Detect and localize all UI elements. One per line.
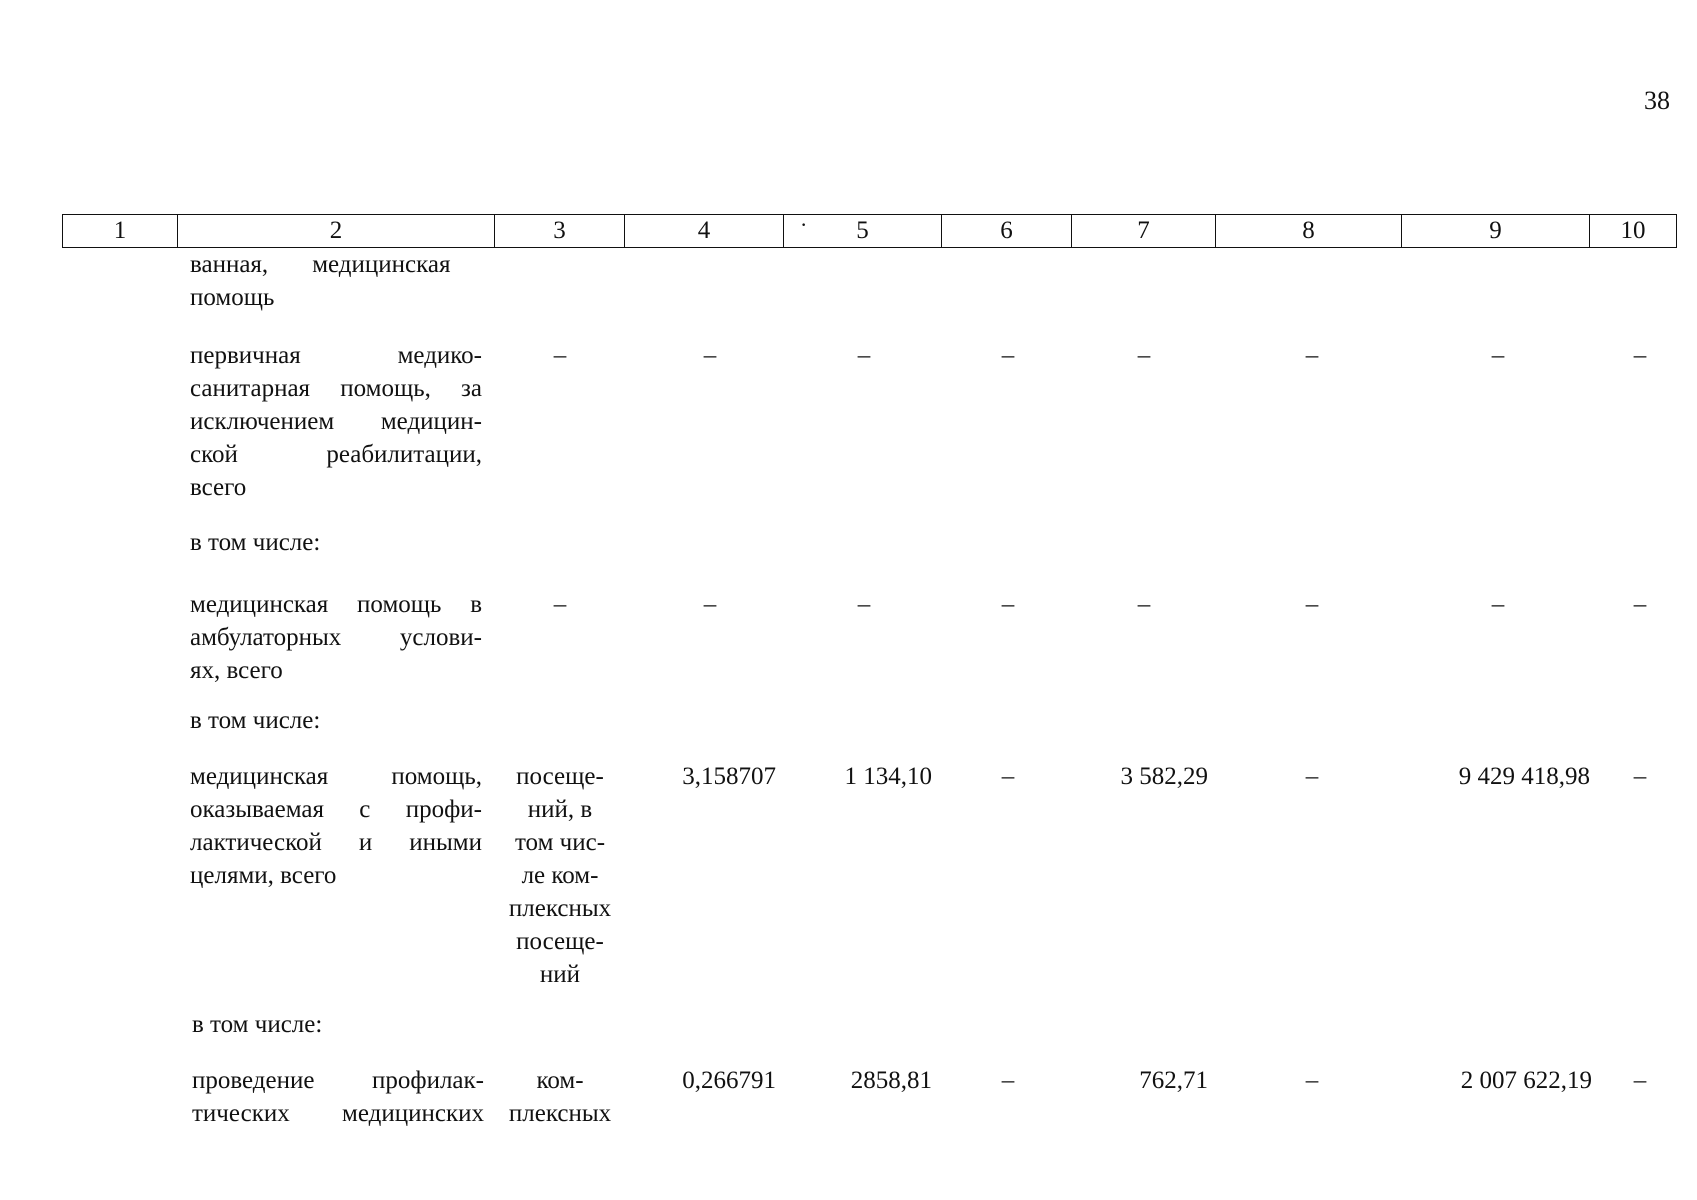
description-line: ях, всего bbox=[190, 657, 283, 684]
row-preventive-col10: – bbox=[1633, 763, 1647, 790]
description-line: лактической и иными bbox=[190, 829, 482, 856]
unit-line: ний bbox=[539, 961, 581, 988]
row-ambulatory-col7: – bbox=[1137, 591, 1151, 618]
row-ambulatory-description bbox=[190, 588, 482, 687]
row-primary-col4: – bbox=[703, 342, 717, 369]
header-stray-mark: · bbox=[800, 212, 808, 237]
row-including-label: в том числе: bbox=[190, 707, 321, 734]
column-number-2: 2 bbox=[178, 215, 495, 248]
description-line: тических медицинских bbox=[192, 1100, 484, 1127]
unit-line: посеще- bbox=[516, 763, 604, 790]
row-checkups-col4: 0,266791 bbox=[682, 1067, 776, 1094]
row-ambulatory-col6: – bbox=[1001, 591, 1015, 618]
row-ambulatory-col10: – bbox=[1633, 591, 1647, 618]
row-primary-col7: – bbox=[1137, 342, 1151, 369]
column-number-3: 3 bbox=[495, 215, 625, 248]
unit-line: ком- bbox=[536, 1067, 584, 1094]
row-ambulatory-col8: – bbox=[1305, 591, 1319, 618]
unit-line: ний, в bbox=[527, 796, 593, 823]
row-including-label: в том числе: bbox=[192, 1011, 323, 1038]
row-primary-col10: – bbox=[1633, 342, 1647, 369]
row-checkups-col9: 2 007 622,19 bbox=[1460, 1067, 1592, 1094]
description-line: проведение профилак- bbox=[192, 1067, 484, 1094]
unit-line: том чис- bbox=[514, 829, 606, 856]
description-line: медицинская помощь, bbox=[190, 763, 482, 790]
row-preventive-col8: – bbox=[1305, 763, 1319, 790]
description-word: медицинская bbox=[312, 251, 451, 278]
description-word: ванная, bbox=[190, 251, 269, 278]
row-ambulatory-col4: – bbox=[703, 591, 717, 618]
column-number-4: 4 bbox=[625, 215, 784, 248]
unit-line: плексных bbox=[508, 1100, 612, 1127]
row-ambulatory-col9: – bbox=[1491, 591, 1505, 618]
description-line: целями, всего bbox=[190, 862, 337, 889]
description-line: всего bbox=[190, 474, 247, 501]
row-primary-description bbox=[190, 339, 482, 504]
column-number-7: 7 bbox=[1072, 215, 1216, 248]
description-line: первичная медико- bbox=[190, 342, 482, 369]
row-preventive-description bbox=[190, 760, 482, 892]
description-line: помощь bbox=[190, 284, 275, 311]
column-number-6: 6 bbox=[942, 215, 1072, 248]
description-line: исключением медицин- bbox=[190, 408, 482, 435]
row-primary-col8: – bbox=[1305, 342, 1319, 369]
page-number: 38 bbox=[1644, 86, 1670, 115]
column-number-5-label: 5 bbox=[856, 217, 869, 244]
row-preventive-col9: 9 429 418,98 bbox=[1458, 763, 1590, 790]
row-checkups-col8: – bbox=[1305, 1067, 1319, 1094]
row-preventive-col4: 3,158707 bbox=[682, 763, 776, 790]
row-checkups-col6: – bbox=[1001, 1067, 1015, 1094]
row-continuation-description bbox=[190, 248, 482, 314]
unit-line: плексных bbox=[508, 895, 612, 922]
description-line: ской реабилитации, bbox=[190, 441, 482, 468]
row-preventive-col5: 1 134,10 bbox=[844, 763, 932, 790]
row-primary-col5: – bbox=[857, 342, 871, 369]
unit-line: ле ком- bbox=[521, 862, 599, 889]
row-checkups-col10: – bbox=[1633, 1067, 1647, 1094]
row-checkups-description bbox=[192, 1064, 484, 1130]
row-checkups-col5: 2858,81 bbox=[850, 1067, 932, 1094]
row-checkups-col7: 762,71 bbox=[1139, 1067, 1208, 1094]
description-line: амбулаторных услови- bbox=[190, 624, 482, 651]
row-preventive-unit bbox=[500, 760, 620, 991]
column-number-1: 1 bbox=[63, 215, 178, 248]
row-primary-col9: – bbox=[1491, 342, 1505, 369]
column-number-10: 10 bbox=[1590, 215, 1677, 248]
row-ambulatory-unit: – bbox=[553, 591, 567, 618]
row-preventive-col6: – bbox=[1001, 763, 1015, 790]
description-line: оказываемая с профи- bbox=[190, 796, 482, 823]
column-number-9: 9 bbox=[1402, 215, 1590, 248]
description-line: медицинская помощь в bbox=[190, 591, 482, 618]
row-primary-unit: – bbox=[553, 342, 567, 369]
column-number-8: 8 bbox=[1216, 215, 1402, 248]
row-checkups-unit bbox=[500, 1064, 620, 1130]
description-line bbox=[190, 248, 480, 281]
row-including-label: в том числе: bbox=[190, 529, 321, 556]
unit-line: посеще- bbox=[516, 928, 604, 955]
row-ambulatory-col5: – bbox=[857, 591, 871, 618]
row-preventive-col7: 3 582,29 bbox=[1120, 763, 1208, 790]
description-line: санитарная помощь, за bbox=[190, 375, 482, 402]
row-primary-col6: – bbox=[1001, 342, 1015, 369]
